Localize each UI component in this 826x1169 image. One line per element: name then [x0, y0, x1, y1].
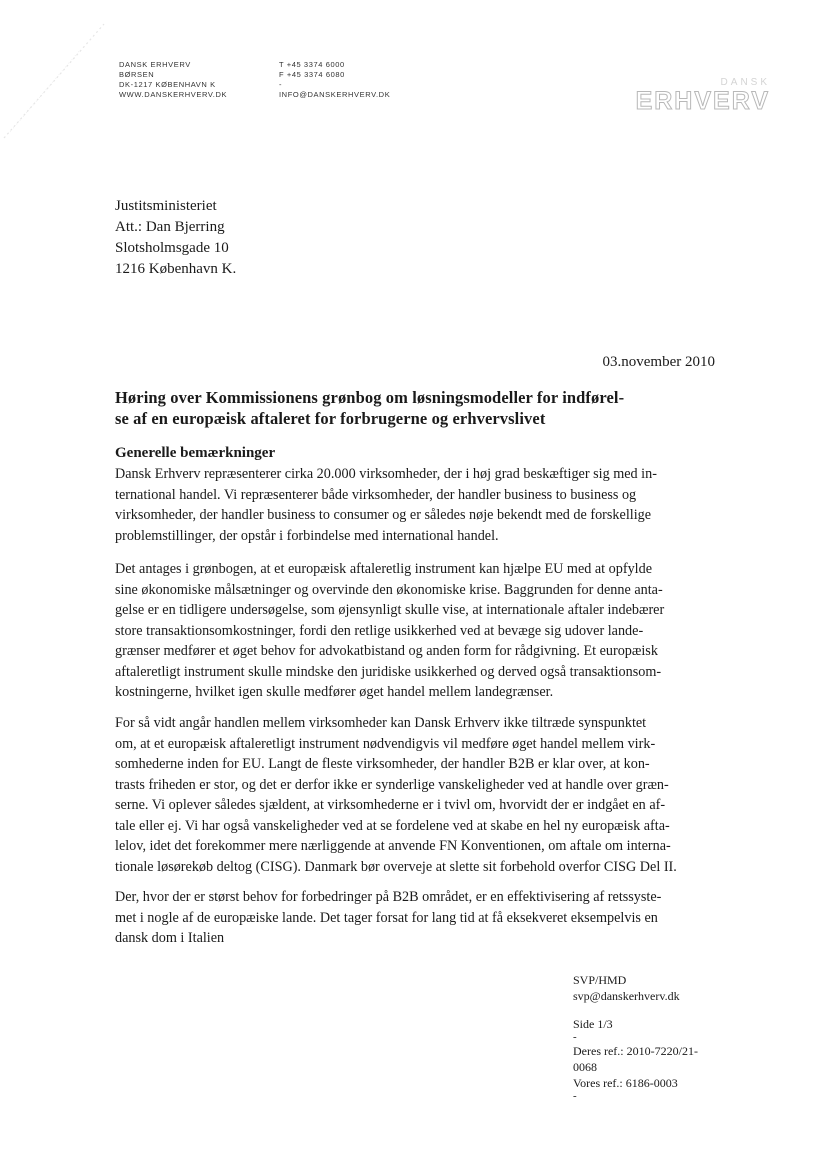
our-reference: Vores ref.: 6186-0003 [573, 1076, 678, 1090]
letter-date: 03.november 2010 [602, 354, 715, 370]
paragraph-line: dansk dom i Italien [115, 930, 225, 946]
phone-number: T +45 3374 6000 [279, 60, 345, 69]
paragraph-line: Det antages i grønbogen, at et europæisk aftaleretlig instrument kan hjælpe EU med at opfylde [115, 561, 653, 577]
paragraph-line: trasts friheden er stor, og det er derfor ikke er synderlige vanskeligheder ved at handle over græn- [115, 776, 669, 793]
their-reference: Deres ref.: 2010-7220/21- [573, 1044, 698, 1058]
paragraph-4 [115, 887, 720, 949]
scan-artifact-mark [0, 20, 110, 140]
paragraph-line: grænser medfører et øget behov for advokatbistand og anden form for rådgivning. Et europæisk [115, 643, 658, 659]
footer-separator: - [573, 1090, 577, 1102]
recipient-line: Slotsholmsgade 10 [115, 240, 229, 256]
sender-line: DANSK ERHVERV [119, 60, 191, 69]
page-number: Side 1/3 [573, 1017, 613, 1031]
paragraph-3 [115, 713, 720, 877]
heading-line: Høring over Kommissionens grønbog om løsningsmodeller for indførel- [115, 388, 625, 407]
recipient-line: 1216 København K. [115, 261, 237, 277]
recipient-line: Att.: Dan Bjerring [115, 219, 225, 235]
sender-address [119, 60, 227, 100]
heading-line: se af en europæisk aftaleret for forbrugerne og erhvervslivet [115, 409, 546, 428]
section-subheading: Generelle bemærkninger [115, 445, 276, 461]
paragraph-line: store transaktionsomkostninger, fordi den retlige usikkerhed ved at bevæge sig udover lande- [115, 622, 644, 639]
paragraph-2 [115, 559, 720, 703]
company-logo [636, 78, 770, 114]
sender-website-link[interactable]: WWW.DANSKERHVERV.DK [119, 90, 228, 99]
paragraph-line: problemstillinger, der opstår i forbindelse med international handel. [115, 527, 499, 544]
logo-main-text: ERHVERV [635, 87, 770, 115]
paragraph-line: virksomheder, der handler business to consumer og er således nøje bekendt med de forskellige [115, 507, 652, 523]
sender-line: DK-1217 KØBENHAVN K [119, 80, 216, 89]
paragraph-1 [115, 464, 720, 546]
paragraph-line: aftaleretligt instrument skulle mindske den juridiske usikkerhed og derved også transaktionsom- [115, 663, 662, 680]
contact-info [279, 60, 390, 100]
fax-number: F +45 3374 6080 [279, 70, 345, 79]
paragraph-line: somhederne inden for EU. Langt de fleste virksomheder, der handler B2B er klar over, at kon- [115, 756, 650, 772]
paragraph-line: sine økonomiske målsætninger og overvinde den økonomiske krise. Baggrunden for denne anta- [115, 581, 663, 598]
paragraph-line: tionale løsørekøb deltog (CISG). Danmark bør overveje at slette sit forbehold overfor CISG Del II. [115, 858, 677, 875]
letter-footer [573, 972, 698, 1102]
author-email-link[interactable]: svp@danskerhverv.dk [573, 989, 680, 1003]
paragraph-line: met i nogle af de europæiske lande. Det tager forsat for lang tid at få eksekveret eksempelvis en [115, 909, 658, 926]
paragraph-line: ternational handel. Vi repræsenterer både virksomheder, der handler business to business og [115, 486, 637, 503]
recipient-address [115, 196, 236, 280]
paragraph-line: serne. Vi oplever således sjældent, at virksomhederne er i tvivl om, hvorvidt der er indgået en af- [115, 797, 666, 813]
letter-heading [115, 387, 715, 429]
contact-email-link[interactable]: INFO@DANSKERHVERV.DK [279, 90, 391, 99]
paragraph-line: kostningerne, hvilket igen skulle medfører øget handel mellem landegrænser. [115, 684, 554, 700]
sender-line: BØRSEN [119, 70, 155, 79]
logo-top-text: DANSK [720, 77, 770, 88]
paragraph-line: Dansk Erhverv repræsenterer cirka 20.000 virksomheder, der i høj grad beskæftiger sig med in- [115, 466, 657, 482]
their-reference-continued: 0068 [573, 1060, 597, 1074]
author-initials: SVP/HMD [573, 973, 627, 987]
paragraph-line: lelov, idet det forekommer mere nærliggende at anvende FN Konventionen, om aftale om interna- [115, 838, 671, 854]
footer-separator: - [573, 1031, 577, 1043]
paragraph-line: Der, hvor der er størst behov for forbedringer på B2B området, er en effektivisering af retssyste- [115, 889, 662, 905]
paragraph-line: For så vidt angår handlen mellem virksomheder kan Dansk Erhverv ikke tiltræde synspunktet [115, 715, 647, 731]
paragraph-line: om, at et europæisk aftaleretligt instrument nødvendigvis vil medføre øget handel mellem virk- [115, 735, 656, 752]
paragraph-line: tale eller ej. Vi har også vanskeligheder ved at se fordelene ved at skabe en hel ny europæisk afta- [115, 817, 670, 834]
paragraph-line: gelse er en tidligere undersøgelse, som øjensynligt skulle vise, at internationale aftaler indebærer [115, 602, 665, 618]
recipient-line: Justitsministeriet [115, 198, 217, 214]
contact-separator: - [279, 80, 283, 89]
